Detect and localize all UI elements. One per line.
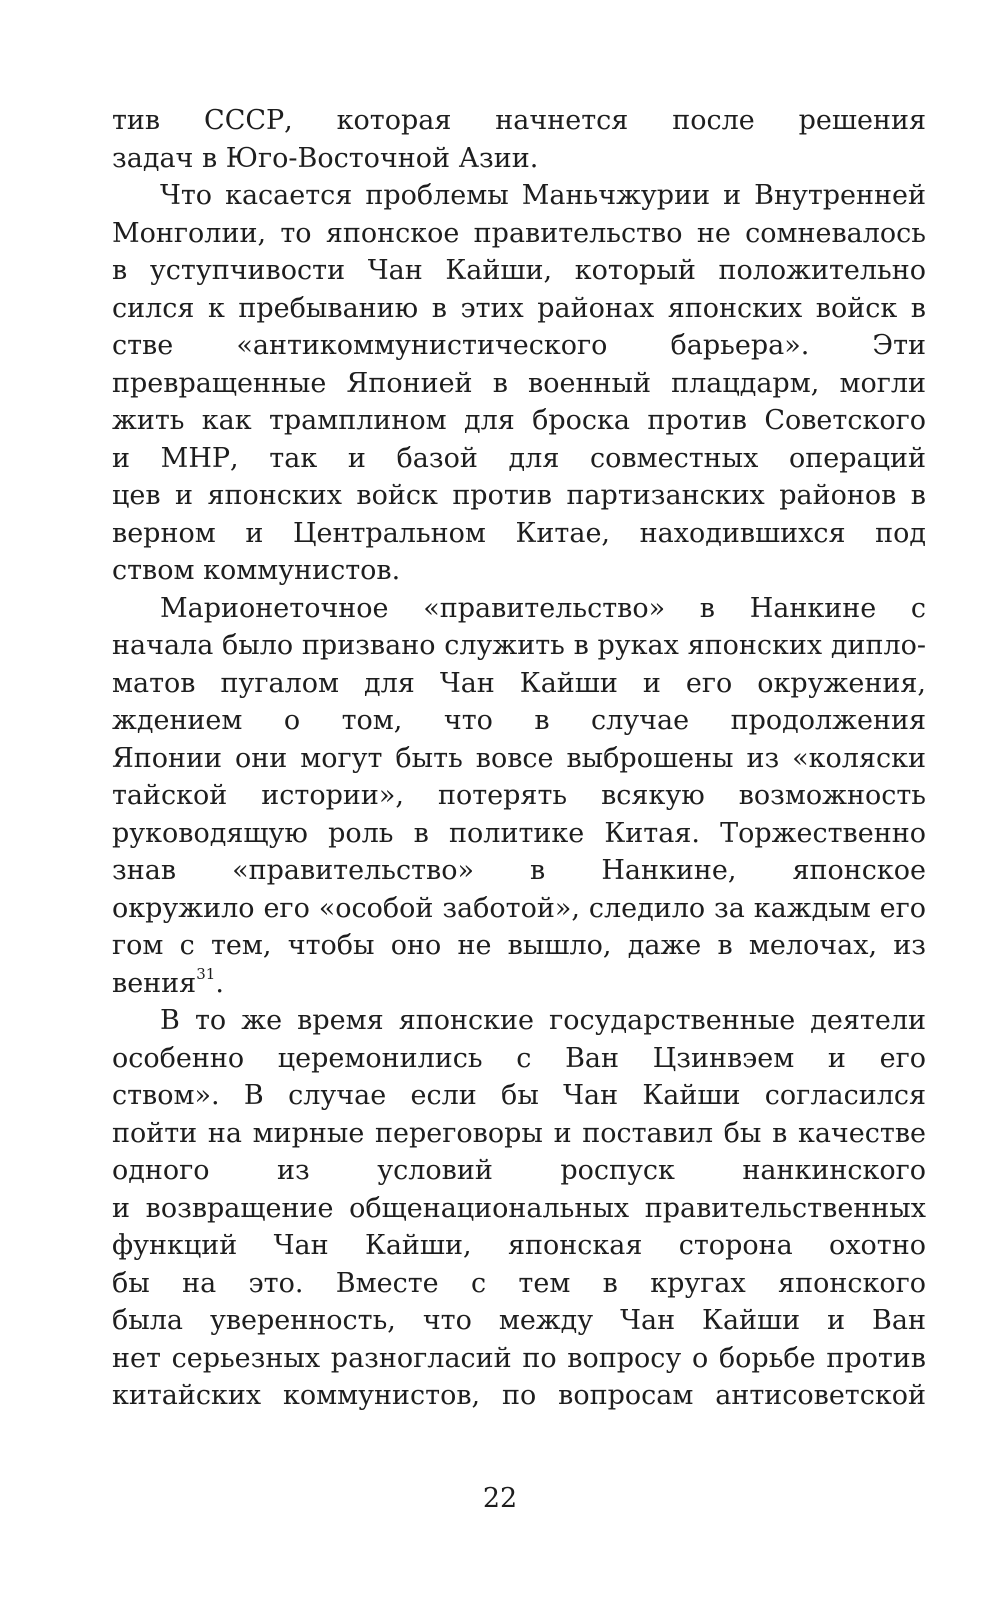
text-line: тайской истории», потерять всякую возможность bbox=[112, 780, 926, 811]
text-line: жить как трамплином для броска против Советского bbox=[112, 405, 926, 436]
text-line: китайских коммунистов, по вопросам антисоветской bbox=[112, 1380, 926, 1411]
text-line: функций Чан Кайши, японская сторона охотно bbox=[112, 1230, 926, 1261]
text-fragment: . bbox=[215, 967, 224, 999]
text-line: особенно церемонились с Ван Цзинвэем и его bbox=[112, 1042, 926, 1074]
text-line: руководящую роль в политике Китая. Торжественно bbox=[112, 817, 926, 849]
text-line: одного из условий роспуск нанкинского bbox=[112, 1155, 926, 1186]
paragraph-start-line: Марионеточное «правительство» в Нанкине с bbox=[160, 592, 926, 624]
text-line: превращенные Японией в военный плацдарм, могли bbox=[112, 367, 926, 399]
text-line: начала было призвано служить в руках японских дипло- bbox=[112, 630, 926, 661]
text-line: стве «антикоммунистического барьера». Эти bbox=[112, 330, 926, 361]
text-line: сился к пребыванию в этих районах японских войск в bbox=[112, 292, 926, 324]
text-line: гом с тем, чтобы оно не вышло, даже в мелочах, из bbox=[112, 930, 926, 961]
footnote-reference[interactable]: 31 bbox=[196, 964, 216, 983]
body-text bbox=[112, 102, 926, 1415]
text-line: задач в Юго-Восточной Азии. bbox=[112, 142, 539, 174]
text-line: знав «правительство» в Нанкине, японское bbox=[112, 855, 926, 886]
page-number: 22 bbox=[482, 1483, 518, 1514]
text-line: бы на это. Вместе с тем в кругах японского bbox=[112, 1267, 926, 1299]
text-line: ством коммунистов. bbox=[112, 555, 401, 586]
text-line-with-footnote bbox=[112, 965, 926, 1003]
text-line: нет серьезных разногласий по вопросу о борьбе против bbox=[112, 1342, 926, 1374]
text-line: Монголии, то японское правительство не сомневалось bbox=[112, 217, 926, 249]
text-line: в уступчивости Чан Кайши, который положительно bbox=[112, 255, 926, 286]
text-line: и МНР, так и базой для совместных операций bbox=[112, 442, 926, 474]
text-line: верном и Центральном Китае, находившихся под bbox=[112, 517, 926, 549]
text-line: была уверенность, что между Чан Кайши и Ван bbox=[112, 1305, 926, 1336]
text-fragment: вения bbox=[112, 967, 197, 999]
paragraph-start-line: В то же время японские государственные деятели bbox=[160, 1005, 926, 1036]
text-line: матов пугалом для Чан Кайши и его окружения, bbox=[112, 667, 926, 699]
text-line: и возвращение общенациональных правительственных bbox=[112, 1192, 926, 1224]
text-line: тив СССР, которая начнется после решения bbox=[112, 105, 926, 136]
text-line: пойти на мирные переговоры и поставил бы в качестве bbox=[112, 1117, 926, 1149]
text-line: ством». В случае если бы Чан Кайши согласился bbox=[112, 1080, 926, 1111]
text-line: цев и японских войск против партизанских районов в bbox=[112, 480, 926, 511]
text-line: Японии они могут быть вовсе выброшены из «коляски bbox=[112, 742, 926, 774]
text-line: окружило его «особой заботой», следило за каждым его bbox=[112, 892, 926, 924]
paragraph-start-line: Что касается проблемы Маньчжурии и Внутренней bbox=[160, 180, 926, 211]
text-line: ждением о том, что в случае продолжения bbox=[112, 705, 926, 736]
